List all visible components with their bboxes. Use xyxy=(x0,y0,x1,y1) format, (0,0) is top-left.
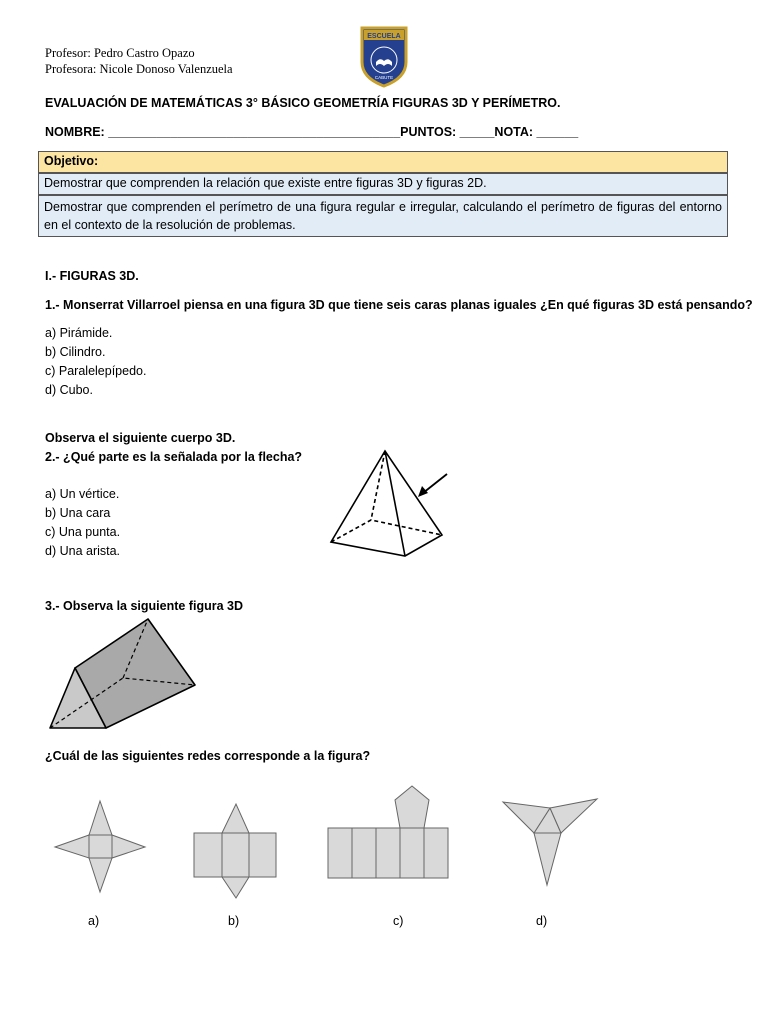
q1-option-b[interactable]: b) Cilindro. xyxy=(45,345,106,359)
school-logo xyxy=(358,26,410,88)
name-score-line: NOMBRE: __________________________________________PUNTOS: _____NOTA: ______ xyxy=(45,125,579,139)
question-3-prompt: ¿Cuál de las siguientes redes corresponde a la figura? xyxy=(45,749,371,763)
q1-option-c[interactable]: c) Paralelepípedo. xyxy=(45,364,147,378)
net-option-d xyxy=(503,799,597,885)
net-option-b xyxy=(194,804,276,898)
net-label-b[interactable]: b) xyxy=(228,914,240,928)
q2-option-b[interactable]: b) Una cara xyxy=(45,506,111,520)
net-label-d[interactable]: d) xyxy=(536,914,548,928)
page-title: EVALUACIÓN DE MATEMÁTICAS 3° BÁSICO GEOMETRÍA FIGURAS 3D Y PERÍMETRO. xyxy=(45,96,561,110)
objective-item-1: Demostrar que comprenden la relación que existe entre figuras 3D y figuras 2D. xyxy=(38,173,728,195)
triangular-prism-figure xyxy=(45,615,205,735)
net-option-a xyxy=(55,801,145,892)
net-label-c[interactable]: c) xyxy=(393,914,404,928)
teacher-name-2: Profesora: Nicole Donoso Valenzuela xyxy=(45,62,233,76)
objective-item-2: Demostrar que comprenden el perímetro de una figura regular e irregular, calculando el perímetro de figuras del entorno en el contexto de la resolución de problemas. xyxy=(38,195,728,237)
arrow-icon xyxy=(418,474,447,497)
question-2-intro: Observa el siguiente cuerpo 3D. xyxy=(45,431,236,445)
logo-top-text: ESCUELA xyxy=(367,33,401,40)
net-label-a[interactable]: a) xyxy=(88,914,100,928)
question-1: 1.- Monserrat Villarroel piensa en una figura 3D que tiene seis caras planas iguales ¿En qué figuras 3D está pensando? xyxy=(45,298,753,312)
section-heading: I.- FIGURAS 3D. xyxy=(45,269,139,283)
q2-option-d[interactable]: d) Una arista. xyxy=(45,544,121,558)
nets-row xyxy=(50,780,610,900)
teacher-name-1: Profesor: Pedro Castro Opazo xyxy=(45,46,195,60)
q1-option-a[interactable]: a) Pirámide. xyxy=(45,326,113,340)
net-option-c xyxy=(328,786,448,878)
question-3: 3.- Observa la siguiente figura 3D xyxy=(45,599,243,613)
q1-option-d[interactable]: d) Cubo. xyxy=(45,383,93,397)
question-2: 2.- ¿Qué parte es la señalada por la flecha? xyxy=(45,450,303,464)
objective-title: Objetivo: xyxy=(38,151,728,173)
q2-option-a[interactable]: a) Un vértice. xyxy=(45,487,120,501)
q2-option-c[interactable]: c) Una punta. xyxy=(45,525,121,539)
logo-bottom-text: CABUTE xyxy=(374,75,394,80)
pyramid-figure xyxy=(325,445,455,560)
